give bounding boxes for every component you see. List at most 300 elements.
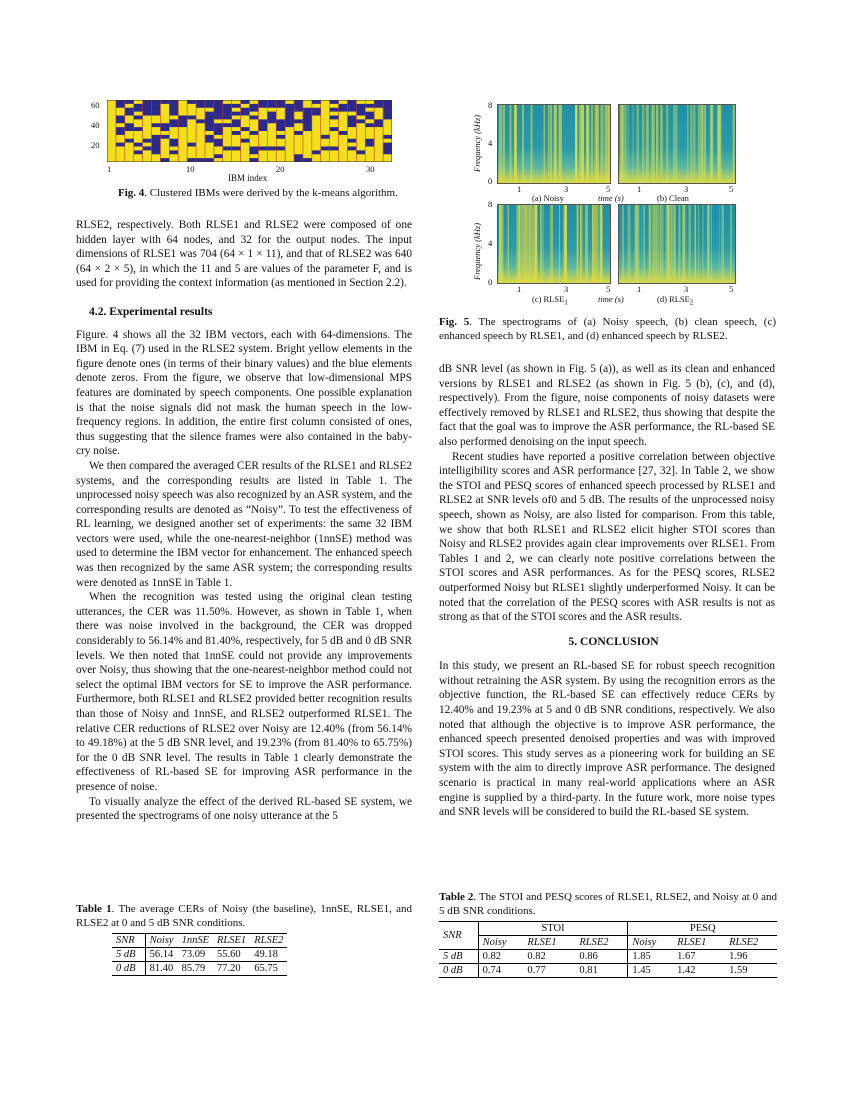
ibm-cell [241, 112, 250, 116]
ibm-cell [223, 116, 232, 120]
fig5-xtick: 5 [606, 284, 611, 294]
table1-cell: 65.75 [254, 963, 278, 974]
ibm-cell [356, 119, 365, 123]
ibm-cell [383, 100, 392, 104]
ibm-cell [205, 104, 214, 108]
ibm-cell [125, 150, 134, 154]
fig5-ylabel: Frequency (kHz) [472, 222, 482, 280]
fig5-xtick: 1 [517, 284, 522, 294]
fig5-time-label: time (s) [598, 193, 624, 203]
ibm-cell [321, 127, 330, 131]
ibm-cell [250, 104, 259, 108]
table2-cell: 0.86 [575, 950, 628, 964]
ibm-cell [178, 139, 187, 143]
table1-cell: 56.14 [149, 949, 174, 960]
section-heading-4-2: 4.2. Experimental results [89, 304, 213, 318]
ibm-cell [160, 100, 169, 104]
ibm-cell [223, 147, 232, 151]
ibm-cell [330, 150, 339, 154]
ibm-cell [169, 131, 178, 135]
ibm-cell [205, 154, 214, 158]
ibm-cell [152, 112, 161, 116]
ibm-cell [107, 131, 116, 135]
ibm-cell [241, 119, 250, 123]
ibm-cell [276, 147, 285, 151]
ibm-cell [339, 131, 348, 135]
ibm-cell [187, 147, 196, 151]
panel-a-label: (a) Noisy [532, 193, 564, 203]
ibm-cell [250, 123, 259, 127]
ibm-cell [303, 135, 312, 139]
fig5-xtick: 1 [517, 184, 522, 194]
ibm-cell [107, 104, 116, 108]
paragraph: In this study, we present an RL-based SE for robust speech recognition without retraining the ASR system. By using the recognition errors as the objective function, the RL-based SE can effectively reduce CERs by 12.40% and 19.23% at 5 and 0 dB SNR conditions, respectively. We also noted that although the objective is to improve ASR performance, the enhanced speech presented denoised properties and was with improved STOI scores. This study serves as a pioneering work for building an SE system with the aim to directly improve ASR performance. The designed scenario is practical in many real-world applications where an ASR engine is supplied by a third-party. In the future work, more noise types and SNR levels will be considered to build the RL-based SE system. [439, 660, 775, 819]
ibm-cell [339, 116, 348, 120]
ibm-cell [241, 139, 250, 143]
table1-cell: 49.18 [254, 949, 278, 960]
ibm-cell [303, 127, 312, 131]
ibm-cell [258, 116, 267, 120]
ibm-cell [178, 100, 187, 104]
ibm-cell [276, 116, 285, 120]
fig4-caption: Fig. 4. Clustered IBMs were derived by the k-means algorithm. [118, 187, 398, 199]
ibm-cell [232, 131, 241, 135]
table1-header: Noisy [149, 935, 174, 946]
ibm-cell [276, 158, 285, 162]
ibm-cell [330, 143, 339, 147]
ibm-cell [383, 147, 392, 151]
ibm-cell [143, 116, 152, 120]
ibm-cell [232, 127, 241, 131]
fig4-xtick: 30 [366, 164, 375, 174]
ibm-cell [285, 150, 294, 154]
ibm-cell [321, 123, 330, 127]
ibm-cell [365, 104, 374, 108]
ibm-cell [347, 112, 356, 116]
ibm-cell [250, 143, 259, 147]
ibm-cell [347, 139, 356, 143]
ibm-cell [152, 108, 161, 112]
paragraph: Recent studies have reported a positive correlation between objective intelligibility scores and ASR performance [27, 32]. In Table 2, we show the STOI and PESQ scores of enhanced speech processed by RLSE1 and RLSE2 at SNR levels of0 and 5 dB. The results of the unprocessed noisy speech, shown as Noisy, are also listed for comparison. From this table, we show that both RLSE1 and RLSE2 elicit higher STOI scores than Noisy and RLSE2 provides again clear improvements over RLSE1. From Tables 1 and 2, we can clearly note positive correlations between the STOI scores and ASR performances. As for the PESQ scores, RLSE2 outperformed Noisy but RLSE1 slightly underperformed Noisy. It can be noted that the correlation of the PESQ scores with ASR results is not as strong as that of the STOI scores and the ASR results. [439, 450, 775, 624]
ibm-cell [330, 127, 339, 131]
ibm-cell [160, 127, 169, 131]
ibm-cell [339, 147, 348, 151]
ibm-cell [374, 119, 383, 123]
ibm-cell [223, 104, 232, 108]
ibm-cell [196, 100, 205, 104]
ibm-cell [267, 147, 276, 151]
ibm-cell [312, 135, 321, 139]
ibm-cell [339, 139, 348, 143]
ibm-cell [303, 154, 312, 158]
ibm-cell [339, 154, 348, 158]
ibm-cell [196, 150, 205, 154]
ibm-cell [294, 116, 303, 120]
ibm-cell [347, 158, 356, 162]
ibm-cell [383, 108, 392, 112]
table2-grid [439, 921, 777, 978]
ibm-cell [374, 143, 383, 147]
ibm-cell [356, 123, 365, 127]
ibm-cell [374, 116, 383, 120]
ibm-cell [321, 116, 330, 120]
ibm-cell [160, 123, 169, 127]
ibm-cell [250, 116, 259, 120]
ibm-cell [312, 154, 321, 158]
table2-cell: 0.77 [527, 965, 546, 976]
ibm-cell [134, 108, 143, 112]
ibm-cell [330, 112, 339, 116]
ibm-cell [303, 143, 312, 147]
ibm-cell [152, 135, 161, 139]
table2-subheader: RLSE1 [527, 937, 557, 948]
ibm-cell [187, 100, 196, 104]
ibm-cell [241, 100, 250, 104]
ibm-cell [258, 143, 267, 147]
ibm-cell [303, 150, 312, 154]
ibm-cell [250, 131, 259, 135]
ibm-cell [339, 100, 348, 104]
table1-cell: 77.20 [217, 963, 241, 974]
ibm-cell [160, 139, 169, 143]
ibm-cell [294, 112, 303, 116]
ibm-cell [223, 143, 232, 147]
ibm-cell [312, 127, 321, 131]
ibm-cell [143, 100, 152, 104]
ibm-cell [365, 154, 374, 158]
ibm-cell [143, 112, 152, 116]
ibm-cell [116, 158, 125, 162]
ibm-cell [276, 150, 285, 154]
ibm-cell [276, 127, 285, 131]
ibm-cell [356, 135, 365, 139]
ibm-cell [365, 150, 374, 154]
table2-cell: 1.96 [729, 951, 748, 962]
paragraph: We then compared the averaged CER results of the RLSE1 and RLSE2 systems, and the corresponding results are listed in Table 1. The unprocessed noisy speech was also recognized by an ASR system, and the corresponding results are denoted as “Noisy”. To test the effectiveness of RL learning, we designed another set of experiments: the same 32 IBM vectors were used, while the one-nearest-neighbor (1nnSE) method was used to determine the IBM vector for enhancement. The enhanced speech was then recognized by the same ASR system; the corresponding results were denoted as 1nnSE in Table 1. [76, 459, 412, 589]
ibm-cell [285, 119, 294, 123]
ibm-cell [223, 123, 232, 127]
ibm-cell [232, 139, 241, 143]
table-1 [76, 902, 412, 976]
ibm-cell [232, 135, 241, 139]
ibm-cell [347, 154, 356, 158]
table2-cell: 1.85 [632, 951, 651, 962]
ibm-cell [258, 119, 267, 123]
table2-cell: 0.82 [482, 951, 502, 962]
ibm-cell [232, 143, 241, 147]
ibm-cell [187, 150, 196, 154]
ibm-cell [214, 123, 223, 127]
ibm-cell [134, 104, 143, 108]
ibm-cell [187, 127, 196, 131]
ibm-cell [294, 139, 303, 143]
ibm-cell [285, 131, 294, 135]
ibm-cell [383, 119, 392, 123]
ibm-cell [214, 158, 223, 162]
ibm-cell [330, 116, 339, 120]
ibm-cell [347, 143, 356, 147]
ibm-cell [276, 139, 285, 143]
ibm-cell [196, 154, 205, 158]
ibm-cell [285, 147, 294, 151]
ibm-cell [356, 127, 365, 131]
ibm-cell [205, 100, 214, 104]
ibm-cell [303, 131, 312, 135]
ibm-cell [356, 143, 365, 147]
ibm-cell [205, 143, 214, 147]
ibm-cell [312, 147, 321, 151]
ibm-cell [250, 100, 259, 104]
fig5-xtick: 3 [564, 284, 569, 294]
ibm-cell [196, 108, 205, 112]
ibm-cell [347, 116, 356, 120]
ibm-cell [205, 150, 214, 154]
fig5-xtick: 1 [637, 284, 642, 294]
spectrogram-rlse2 [618, 204, 736, 284]
ibm-cell [223, 150, 232, 154]
ibm-cell [383, 112, 392, 116]
ibm-cell [258, 100, 267, 104]
ibm-cell [143, 123, 152, 127]
ibm-cell [152, 127, 161, 131]
ibm-cell [214, 127, 223, 131]
ibm-cell [365, 135, 374, 139]
ibm-cell [258, 150, 267, 154]
table1-cell: 81.40 [149, 963, 174, 974]
ibm-cell [116, 127, 125, 131]
ibm-cell [196, 123, 205, 127]
ibm-cell [267, 131, 276, 135]
ibm-cell [214, 108, 223, 112]
ibm-cell [143, 139, 152, 143]
ibm-cell [312, 112, 321, 116]
ibm-cell [232, 147, 241, 151]
ibm-cell [178, 158, 187, 162]
ibm-cell [223, 154, 232, 158]
ibm-cell [267, 100, 276, 104]
ibm-cell [223, 100, 232, 104]
table1-cell: 73.09 [181, 949, 206, 960]
ibm-cell [116, 116, 125, 120]
ibm-cell [169, 143, 178, 147]
ibm-cell [232, 123, 241, 127]
ibm-cell [250, 127, 259, 131]
ibm-cell [250, 112, 259, 116]
ibm-cell [250, 108, 259, 112]
fig5-ytick: 4 [488, 138, 493, 148]
ibm-cell [223, 139, 232, 143]
ibm-cell [160, 119, 169, 123]
ibm-cell [125, 131, 134, 135]
ibm-cell [312, 123, 321, 127]
ibm-cell [196, 119, 205, 123]
ibm-cell [356, 104, 365, 108]
ibm-cell [178, 154, 187, 158]
ibm-cell [107, 150, 116, 154]
ibm-cell [356, 116, 365, 120]
ibm-cell [339, 150, 348, 154]
ibm-cell [303, 116, 312, 120]
ibm-cell [339, 143, 348, 147]
table1-cell: 55.60 [217, 949, 241, 960]
ibm-cell [267, 119, 276, 123]
table2-cell: 1.59 [729, 965, 748, 976]
ibm-cell [374, 135, 383, 139]
ibm-cell [347, 135, 356, 139]
ibm-cell [321, 108, 330, 112]
ibm-cell [383, 131, 392, 135]
ibm-cell [116, 119, 125, 123]
ibm-cell [160, 108, 169, 112]
table2-subheader: Noisy [632, 937, 657, 948]
ibm-cell [258, 131, 267, 135]
ibm-cell [330, 135, 339, 139]
ibm-cell [356, 150, 365, 154]
ibm-cell [107, 135, 116, 139]
ibm-cell [205, 116, 214, 120]
ibm-cell [258, 104, 267, 108]
ibm-cell [356, 154, 365, 158]
ibm-cell [339, 104, 348, 108]
ibm-cell [347, 131, 356, 135]
ibm-cell [107, 100, 116, 104]
fig5-ylabel: Frequency (kHz) [472, 114, 482, 172]
ibm-cell [339, 119, 348, 123]
ibm-cell [178, 116, 187, 120]
ibm-cell [232, 112, 241, 116]
ibm-cell [196, 112, 205, 116]
paragraph: dB SNR level (as shown in Fig. 5 (a)), as well as its clean and enhanced versions by RLSE1 and RLSE2 (as shown in Fig. 5 (b), (c), and (d), respectively). From the figure, noise components of noisy datasets were effectively removed by RLSE1 and RLSE2, thus showing that despite the fact that the goal was to improve the ASR performance, the RL-based SE also performed denoising on the input speech. [439, 363, 775, 448]
ibm-cell [160, 158, 169, 162]
table2-header: STOI [478, 922, 628, 936]
ibm-cell [285, 123, 294, 127]
ibm-cell [232, 108, 241, 112]
ibm-cell [143, 108, 152, 112]
ibm-cell [223, 131, 232, 135]
ibm-cell [285, 158, 294, 162]
ibm-cell [134, 154, 143, 158]
ibm-cell [267, 104, 276, 108]
ibm-cell [169, 158, 178, 162]
fig5-xtick: 5 [606, 184, 611, 194]
ibm-cell [330, 100, 339, 104]
ibm-cell [178, 147, 187, 151]
spectrogram-clean [618, 104, 736, 184]
ibm-cell [214, 150, 223, 154]
ibm-cell [374, 147, 383, 151]
fig5-caption: Fig. 5. The spectrograms of (a) Noisy speech, (b) clean speech, (c) enhanced speech by RLSE1, and (d) enhanced speech by RLSE2. [439, 316, 776, 342]
ibm-cell [134, 158, 143, 162]
ibm-cell [187, 116, 196, 120]
ibm-cell [294, 127, 303, 131]
ibm-cell [125, 135, 134, 139]
ibm-cell [196, 158, 205, 162]
table2-caption: Table 2. The STOI and PESQ scores of RLSE1, RLSE2, and Noisy at 0 and 5 dB SNR conditions. [439, 891, 777, 917]
ibm-cell [107, 154, 116, 158]
ibm-cell [330, 158, 339, 162]
ibm-heatmap [107, 100, 392, 162]
ibm-cell [374, 127, 383, 131]
ibm-cell [125, 112, 134, 116]
ibm-cell [223, 127, 232, 131]
ibm-cell [383, 135, 392, 139]
ibm-cell [374, 123, 383, 127]
ibm-cell [125, 143, 134, 147]
ibm-cell [330, 108, 339, 112]
fig5-xtick: 3 [684, 184, 689, 194]
ibm-cell [232, 119, 241, 123]
ibm-cell [339, 108, 348, 112]
ibm-cell [214, 135, 223, 139]
ibm-cell [312, 119, 321, 123]
table2-cell: 0.82 [527, 951, 546, 962]
ibm-cell [134, 139, 143, 143]
ibm-cell [383, 123, 392, 127]
ibm-cell [187, 135, 196, 139]
ibm-cell [169, 108, 178, 112]
ibm-cell [232, 158, 241, 162]
ibm-cell [107, 119, 116, 123]
ibm-cell [321, 147, 330, 151]
fig5-xtick: 5 [729, 284, 734, 294]
ibm-cell [134, 147, 143, 151]
ibm-cell [107, 158, 116, 162]
ibm-cell [285, 135, 294, 139]
ibm-cell [178, 143, 187, 147]
ibm-cell [178, 112, 187, 116]
ibm-cell [347, 147, 356, 151]
ibm-cell [214, 116, 223, 120]
ibm-cell [374, 104, 383, 108]
fig5-xtick: 3 [684, 284, 689, 294]
paragraph: To visually analyze the effect of the derived RL-based SE system, we presented the spectrograms of one noisy utterance at the 5 [76, 795, 412, 823]
ibm-cell [276, 143, 285, 147]
ibm-cell [294, 154, 303, 158]
ibm-cell [169, 116, 178, 120]
ibm-cell [152, 116, 161, 120]
table1-cell: 85.79 [181, 963, 206, 974]
ibm-cell [285, 154, 294, 158]
ibm-cell [276, 154, 285, 158]
fig4-ytick: 20 [91, 140, 100, 150]
ibm-cell [196, 143, 205, 147]
ibm-cell [294, 147, 303, 151]
ibm-cell [214, 139, 223, 143]
ibm-cell [365, 108, 374, 112]
ibm-cell [196, 116, 205, 120]
ibm-cell [187, 131, 196, 135]
ibm-cell [160, 147, 169, 151]
ibm-cell [365, 119, 374, 123]
ibm-cell [196, 139, 205, 143]
ibm-cell [125, 119, 134, 123]
ibm-cell [169, 147, 178, 151]
fig4-xtick: 20 [276, 164, 285, 174]
ibm-cell [321, 104, 330, 108]
table2-subheader: RLSE1 [677, 937, 707, 948]
ibm-cell [169, 104, 178, 108]
ibm-cell [241, 108, 250, 112]
ibm-cell [250, 154, 259, 158]
ibm-cell [383, 143, 392, 147]
ibm-cell [152, 158, 161, 162]
ibm-cell [250, 150, 259, 154]
ibm-cell [125, 116, 134, 120]
ibm-cell [258, 139, 267, 143]
ibm-cell [196, 131, 205, 135]
ibm-cell [134, 119, 143, 123]
table2-cell: 0.74 [482, 965, 502, 976]
